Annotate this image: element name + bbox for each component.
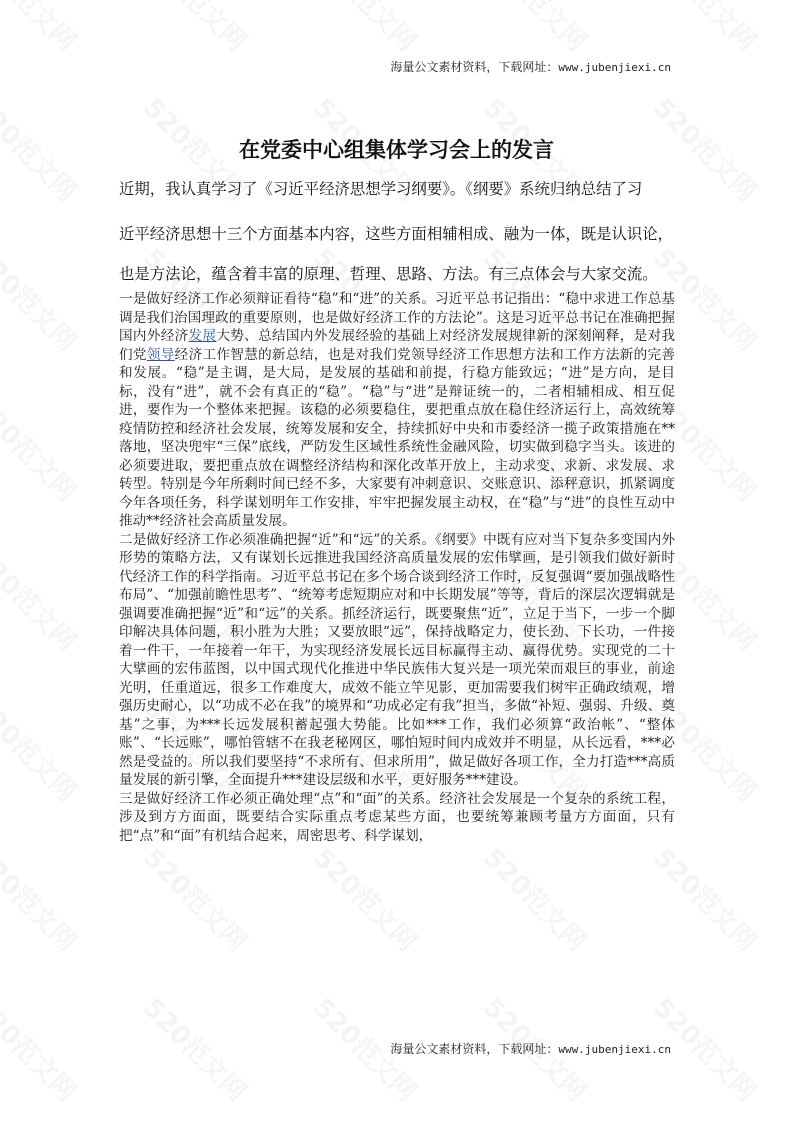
watermark-text <box>0 989 86 1109</box>
paragraph-text: 一是做好经济工作必须辩证看待“稳”和“进”的关系。习近平总书记指出：“稳中求进工作总基调是我们治国理政的重要原则，也是做好经济工作的方法论”。这是习近平总书记在准确把握国内外经济 <box>119 291 675 344</box>
page-header <box>390 58 671 75</box>
watermark-text <box>136 0 256 58</box>
footer-label: 海量公文素材资料，下载网址： <box>390 1042 559 1056</box>
watermark-text <box>0 389 86 509</box>
header-label: 海量公文素材资料，下载网址： <box>390 60 559 74</box>
page-footer <box>390 1040 671 1057</box>
watermark-text <box>0 539 86 659</box>
watermark-text <box>136 989 256 1109</box>
intro-line-2: 近平经济思想十三个方面基本内容，这些方面相辅相成、融为一体，既是认识论， <box>119 225 674 243</box>
paragraph-text: 大势、总结国内外发展经验的基础上对经济发展规律新的深刻阐释，是对我们党 <box>119 328 676 363</box>
footer-url: www.jubenjiexi.cn <box>558 1043 671 1056</box>
watermark-text <box>476 0 596 58</box>
paragraph-point-two: 二是做好经济工作必须准确把握“近”和“远”的关系。《纲要》中既有应对当下复杂多变国内外形势的策略方法，又有谋划长远推进我国经济高质量发展的宏伟擘画，是引领我们做好新时代经济工作的科学指南。习近平总书记在多个场合谈到经济工作时，反复强调“要加强战略性布局”、“加强前瞻性思考”、“统筹考虑短期应对和中长期发展”等等，背后的深层次逻辑就是强调要准确把握“近”和“远”的关系。抓经济运行，既要聚焦“近”，立足于当下，一步一个脚印解决具体问题，积小胜为大胜；又要放眼“远”，保持战略定力，使长劲、下长功，一件接着一件干，一年接着一年干，为实现经济发展长远目标赢得主动、赢得优势。实现党的二十大擘画的宏伟蓝图，以中国式现代化推进中华民族伟大复兴是一项光荣而艰巨的事业，前途光明，任重道远，很多工作难度大，成效不能立竿见影，更加需要我们树牢正确政绩观，增强历史耐心，以“功成不必在我”的境界和“功成必定有我”担当，多做“补短、强弱、升级、奠基”之事，为***长远发展积蓄起强大势能。比如***工作，我们必须算“政治帐”、“整体账”、“长远账”，哪怕管辖不在我老秘网区，哪怕短时间内成效并不明显，从长远看，***必然是受益的。所以我们要坚持“不求所有、但求所用”，做足做好各项工作，全力打造***高质量发展的新引擎，全面提升***建设层级和水平，更好服务***建设。 <box>119 531 675 788</box>
intro-line-1: 近期，我认真学习了《习近平经济思想学习纲要》。《纲要》系统归纳总结了习 <box>119 180 643 198</box>
watermark-text <box>0 239 86 359</box>
watermark-text <box>646 839 766 959</box>
header-url: www.jubenjiexi.cn <box>558 61 671 74</box>
watermark-text <box>306 839 426 959</box>
watermark-text <box>0 689 86 809</box>
document-title: 在党委中心组集体学习会上的发言 <box>239 138 554 162</box>
intro-line-3: 也是方法论，蕴含着丰富的原理、哲理、思路、方法。有三点体会与大家交流。 <box>119 265 658 283</box>
link-lingdao[interactable]: 领导 <box>146 346 175 363</box>
paragraph-point-one <box>119 290 675 531</box>
watermark-text <box>646 0 766 58</box>
paragraph-text: 经济工作智慧的新总结，也是对我们党领导经济工作思想方法和工作方法新的完善和发展。“稳”是主调，是大局，是发展的基础和前提，行稳方能致远；“进”是方向，是目标，没有“进”，就不会有真正的“稳”。“稳”与“进”是辩证统一的，二者相辅相成、相互促进，要作为一个整体来把握。该稳的必须要稳住，要把重点放在稳住经济运行上，高效统筹疫情防控和经济社会发展，统筹发展和安全，持续抓好中央和市委经济一揽子政策措施在**落地，坚决兜牢“三保”底线，严防发生区域性系统性金融风险，切实做到稳字当头。该进的必须要进取，要把重点放在调整经济结构和深化改革开放上，主动求变、求新、求发展、求转型。特别是今年所剩时间已经不多，大家要有冲刺意识、交账意识、添秤意识，抓紧调度今年各项任务，科学谋划明年工作安排，牢牢把握发展主动权，在“稳”与“进”的良性互动中推动**经济社会高质量发展。 <box>119 346 676 529</box>
watermark-text <box>306 0 426 58</box>
watermark-text <box>0 839 86 959</box>
paragraph-point-three: 三是做好经济工作必须正确处理“点”和“面”的关系。经济社会发展是一个复杂的系统工程，涉及到方方面面，既要结合实际重点考虑某些方面，也要统筹兼顾考量方方面面，只有把“点”和“面”有机结合起来，周密思考、科学谋划， <box>119 790 675 844</box>
watermark-text <box>136 839 256 959</box>
document-body <box>119 290 675 845</box>
watermark-text <box>0 0 86 58</box>
link-fazhan[interactable]: 发展 <box>188 328 217 344</box>
watermark-text <box>476 839 596 959</box>
